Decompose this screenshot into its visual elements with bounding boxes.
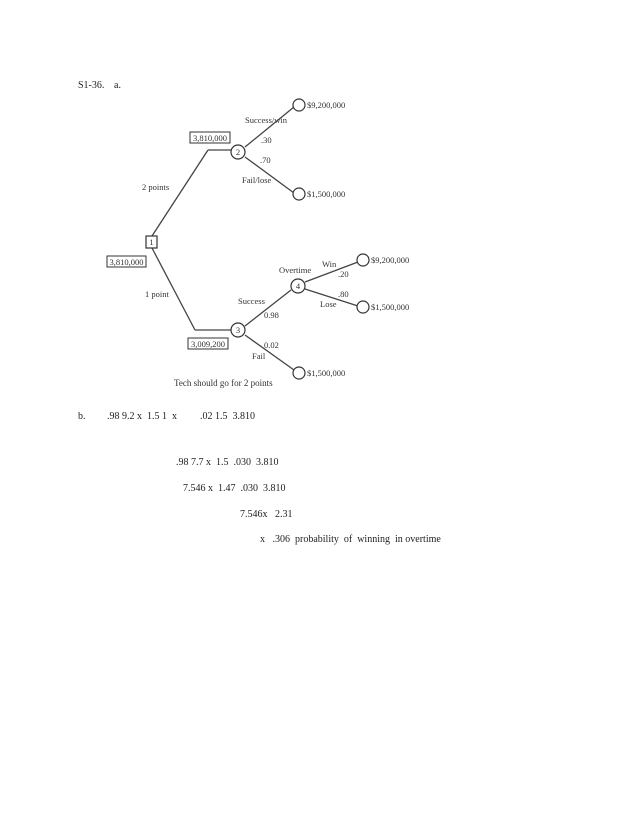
decision-tree bbox=[0, 0, 638, 400]
root-value: 3,810,000 bbox=[109, 257, 144, 267]
n3-fail-payoff: $1,500,000 bbox=[307, 368, 346, 378]
node2-down-label: Fail/lose bbox=[242, 175, 272, 185]
node4-down-prob: .80 bbox=[338, 289, 349, 299]
node4-down-label: Lose bbox=[320, 299, 337, 309]
node3-value: 3,009,200 bbox=[191, 339, 225, 349]
part-b-line1a: .98 9.2 x 1.5 1 x bbox=[107, 411, 177, 422]
part-a-label: a. bbox=[114, 80, 121, 91]
node2-value: 3,810,000 bbox=[193, 133, 227, 143]
n4-win-terminal bbox=[357, 254, 369, 266]
node4-up-prob: .20 bbox=[338, 269, 349, 279]
node3-down-label: Fail bbox=[252, 351, 266, 361]
root-node-id: 1 bbox=[149, 237, 154, 247]
n4-lose-payoff: $1,500,000 bbox=[371, 302, 410, 312]
part-b-line1b: .02 1.5 3.810 bbox=[200, 411, 255, 422]
n2-win-terminal bbox=[293, 99, 305, 111]
node3-up-label: Success bbox=[238, 296, 265, 306]
node2-up-prob: .30 bbox=[261, 135, 272, 145]
node3-up-prob: 0.98 bbox=[264, 310, 279, 320]
n4-win-payoff: $9,200,000 bbox=[371, 255, 410, 265]
node3-down-prob: 0.02 bbox=[264, 340, 279, 350]
n4-lose-terminal bbox=[357, 301, 369, 313]
node2-up-label: Success/win bbox=[245, 115, 288, 125]
part-b-line4: 7.546x 2.31 bbox=[240, 509, 293, 520]
label-2-points: 2 points bbox=[142, 182, 170, 192]
n2-lose-payoff: $1,500,000 bbox=[307, 189, 346, 199]
n3-fail-terminal bbox=[293, 367, 305, 379]
branch-2-points bbox=[152, 150, 208, 236]
node2-down-prob: .70 bbox=[260, 155, 271, 165]
n2-lose-terminal bbox=[293, 188, 305, 200]
node4-id: 4 bbox=[295, 281, 301, 291]
n2-win-payoff: $9,200,000 bbox=[307, 100, 346, 110]
part-b-line5: x .306 probability of winning in overtime bbox=[260, 534, 441, 545]
node2-id: 2 bbox=[235, 147, 241, 157]
part-b-line3: 7.546 x 1.47 .030 3.810 bbox=[183, 483, 286, 494]
node3-id: 3 bbox=[235, 325, 241, 335]
part-b-line2: .98 7.7 x 1.5 .030 3.810 bbox=[176, 457, 279, 468]
tree-conclusion: Tech should go for 2 points bbox=[174, 378, 273, 388]
problem-number: S1-36. bbox=[78, 80, 105, 91]
label-1-point: 1 point bbox=[145, 289, 169, 299]
node4-label: Overtime bbox=[279, 265, 312, 275]
node4-up-label: Win bbox=[322, 259, 337, 269]
part-b-label: b. bbox=[78, 411, 86, 422]
